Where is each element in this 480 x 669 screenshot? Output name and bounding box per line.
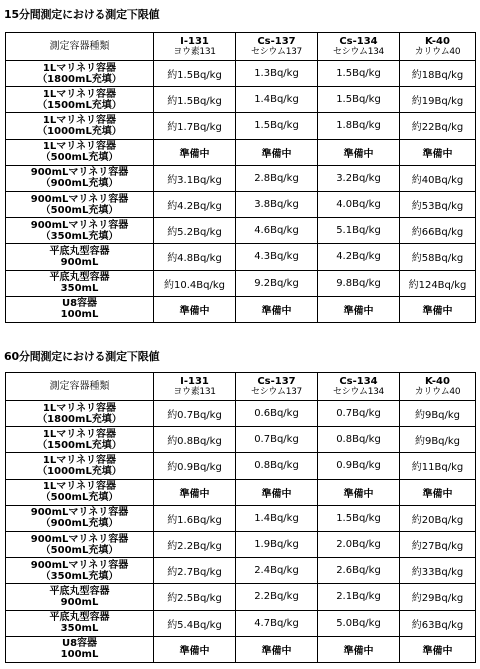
value-cell: 約22Bq/kg (400, 113, 476, 139)
container-type-cell (6, 218, 154, 244)
table-row (6, 479, 476, 505)
value-cell: 約18Bq/kg (400, 61, 476, 87)
value-cell: 準備中 (400, 479, 476, 505)
container-name: 平底丸型容器 (49, 585, 110, 597)
value-cell: 0.7Bq/kg (318, 401, 400, 427)
value-cell: 準備中 (154, 296, 236, 322)
container-name: U8容器 (61, 638, 98, 650)
header-container-type: 測定容器種類 (6, 373, 154, 401)
container-name: 900mLマリネリ容器 (30, 559, 129, 571)
value-cell: 約19Bq/kg (400, 87, 476, 113)
nuclide-jp: セシウム134 (333, 386, 384, 397)
header-cs137 (236, 33, 318, 61)
value-cell: 約33Bq/kg (400, 558, 476, 584)
container-fill: （1000mL充填） (37, 465, 122, 477)
container-fill: （1000mL充填） (37, 125, 122, 137)
container-name: 1Lマリネリ容器 (42, 141, 117, 153)
value-cell: 約10.4Bq/kg (154, 270, 236, 296)
value-cell: 5.0Bq/kg (318, 610, 400, 636)
container-fill: （350mL充填） (40, 230, 119, 242)
value-cell: 準備中 (318, 479, 400, 505)
value-cell: 約124Bq/kg (400, 270, 476, 296)
value-cell: 1.8Bq/kg (318, 113, 400, 139)
nuclide-jp: カリウム40 (414, 46, 461, 57)
nuclide-name: K-40 (425, 375, 450, 387)
value-cell: 約0.9Bq/kg (154, 453, 236, 479)
container-fill: （1500mL充填） (37, 99, 122, 111)
value-cell: 準備中 (400, 139, 476, 165)
value-cell: 約66Bq/kg (400, 218, 476, 244)
value-cell: 約11Bq/kg (400, 453, 476, 479)
value-cell: 2.4Bq/kg (236, 558, 318, 584)
container-fill: 900mL (60, 596, 99, 608)
container-type-cell (6, 558, 154, 584)
value-cell: 約2.7Bq/kg (154, 558, 236, 584)
container-name: 1Lマリネリ容器 (42, 62, 117, 74)
container-type-cell (6, 139, 154, 165)
nuclide-name: I-131 (180, 35, 209, 47)
container-type-cell (6, 270, 154, 296)
container-type-cell (6, 636, 154, 662)
header-i131 (154, 33, 236, 61)
table-row (6, 610, 476, 636)
value-cell: 4.0Bq/kg (318, 191, 400, 217)
value-cell: 約3.1Bq/kg (154, 165, 236, 191)
value-cell: 準備中 (236, 636, 318, 662)
value-cell: 約20Bq/kg (400, 505, 476, 531)
container-type-cell (6, 113, 154, 139)
value-cell: 約1.5Bq/kg (154, 87, 236, 113)
value-cell: 4.3Bq/kg (236, 244, 318, 270)
container-type-cell (6, 505, 154, 531)
header-cs134 (318, 373, 400, 401)
nuclide-name: I-131 (180, 375, 209, 387)
container-fill: （900mL充填） (40, 518, 119, 530)
value-cell: 約53Bq/kg (400, 191, 476, 217)
table-row (6, 636, 476, 662)
value-cell: 準備中 (318, 636, 400, 662)
container-name: 平底丸型容器 (49, 245, 110, 257)
value-cell: 約4.2Bq/kg (154, 191, 236, 217)
value-cell: 約1.7Bq/kg (154, 113, 236, 139)
table-row (6, 87, 476, 113)
value-cell: 0.6Bq/kg (236, 401, 318, 427)
nuclide-name: Cs-134 (339, 35, 378, 47)
container-name: 900mLマリネリ容器 (30, 507, 129, 519)
container-fill: （350mL充填） (40, 570, 119, 582)
table-header-row (6, 33, 476, 61)
value-cell: 準備中 (400, 636, 476, 662)
container-fill: （500mL充填） (40, 204, 119, 216)
value-cell: 約9Bq/kg (400, 401, 476, 427)
value-cell: 3.8Bq/kg (236, 191, 318, 217)
container-fill: 350mL (60, 623, 99, 635)
value-cell: 1.5Bq/kg (318, 505, 400, 531)
value-cell: 2.6Bq/kg (318, 558, 400, 584)
container-fill: 100mL (60, 309, 99, 321)
value-cell: 2.0Bq/kg (318, 531, 400, 557)
table-row (6, 505, 476, 531)
value-cell: 約0.7Bq/kg (154, 401, 236, 427)
table-row (6, 139, 476, 165)
container-name: 1Lマリネリ容器 (42, 428, 117, 440)
container-type-cell (6, 479, 154, 505)
value-cell: 約4.8Bq/kg (154, 244, 236, 270)
table-row (6, 427, 476, 453)
value-cell: 準備中 (154, 479, 236, 505)
value-cell: 準備中 (318, 139, 400, 165)
value-cell: 1.9Bq/kg (236, 531, 318, 557)
header-k40 (400, 33, 476, 61)
value-cell: 1.5Bq/kg (236, 113, 318, 139)
container-type-cell (6, 584, 154, 610)
table-row (6, 558, 476, 584)
value-cell: 1.4Bq/kg (236, 505, 318, 531)
table-row (6, 191, 476, 217)
container-type-cell (6, 191, 154, 217)
table-row (6, 531, 476, 557)
section-15min (0, 0, 480, 330)
nuclide-name: Cs-134 (339, 375, 378, 387)
value-cell: 0.7Bq/kg (236, 427, 318, 453)
nuclide-jp: ヨウ素131 (173, 386, 216, 397)
value-cell: 0.8Bq/kg (318, 427, 400, 453)
section-title: 60分間測定における測定下限値 (4, 350, 160, 363)
table-row (6, 584, 476, 610)
table-row (6, 113, 476, 139)
nuclide-name: K-40 (425, 35, 450, 47)
container-name: U8容器 (61, 298, 98, 310)
table-row (6, 296, 476, 322)
header-container-type: 測定容器種類 (6, 33, 154, 61)
value-cell: 2.8Bq/kg (236, 165, 318, 191)
value-cell: 準備中 (236, 479, 318, 505)
container-type-cell (6, 401, 154, 427)
value-cell: 約9Bq/kg (400, 427, 476, 453)
value-cell: 9.8Bq/kg (318, 270, 400, 296)
container-type-cell (6, 610, 154, 636)
limits-table-60min (5, 372, 476, 663)
value-cell: 2.2Bq/kg (236, 584, 318, 610)
container-type-cell (6, 244, 154, 270)
container-name: 1Lマリネリ容器 (42, 402, 117, 414)
container-fill: （1800mL充填） (37, 413, 122, 425)
container-type-cell (6, 453, 154, 479)
nuclide-name: Cs-137 (257, 375, 296, 387)
table-row (6, 453, 476, 479)
table-row (6, 61, 476, 87)
container-type-cell (6, 296, 154, 322)
value-cell: 約1.6Bq/kg (154, 505, 236, 531)
nuclide-name: Cs-137 (257, 35, 296, 47)
header-k40 (400, 373, 476, 401)
table-row (6, 165, 476, 191)
container-type-cell (6, 61, 154, 87)
value-cell: 約29Bq/kg (400, 584, 476, 610)
value-cell: 準備中 (154, 636, 236, 662)
container-fill: （500mL充填） (40, 492, 119, 504)
value-cell: 4.7Bq/kg (236, 610, 318, 636)
value-cell: 約1.5Bq/kg (154, 61, 236, 87)
value-cell: 3.2Bq/kg (318, 165, 400, 191)
value-cell: 準備中 (236, 139, 318, 165)
value-cell: 5.1Bq/kg (318, 218, 400, 244)
value-cell: 準備中 (236, 296, 318, 322)
table-row (6, 244, 476, 270)
container-fill: （900mL充填） (40, 178, 119, 190)
container-name: 900mLマリネリ容器 (30, 219, 129, 231)
value-cell: 約27Bq/kg (400, 531, 476, 557)
value-cell: 準備中 (154, 139, 236, 165)
value-cell: 約63Bq/kg (400, 610, 476, 636)
container-type-cell (6, 427, 154, 453)
value-cell: 1.3Bq/kg (236, 61, 318, 87)
container-fill: 100mL (60, 649, 99, 661)
container-name: 1Lマリネリ容器 (42, 481, 117, 493)
nuclide-jp: セシウム134 (333, 46, 384, 57)
container-name: 1Lマリネリ容器 (42, 114, 117, 126)
table-row (6, 401, 476, 427)
container-name: 1Lマリネリ容器 (42, 454, 117, 466)
section-title: 15分間測定における測定下限値 (4, 8, 160, 21)
container-fill: （1800mL充填） (37, 73, 122, 85)
section-60min (0, 340, 480, 669)
container-name: 平底丸型容器 (49, 272, 110, 284)
value-cell: 1.4Bq/kg (236, 87, 318, 113)
container-fill: （1500mL充填） (37, 439, 122, 451)
value-cell: 準備中 (400, 296, 476, 322)
table-row (6, 218, 476, 244)
header-cs134 (318, 33, 400, 61)
container-name: 平底丸型容器 (49, 612, 110, 624)
nuclide-jp: ヨウ素131 (173, 46, 216, 57)
value-cell: 約2.2Bq/kg (154, 531, 236, 557)
header-i131 (154, 373, 236, 401)
value-cell: 約5.2Bq/kg (154, 218, 236, 244)
value-cell: 4.6Bq/kg (236, 218, 318, 244)
value-cell: 約0.8Bq/kg (154, 427, 236, 453)
container-name: 900mLマリネリ容器 (30, 193, 129, 205)
table-row (6, 270, 476, 296)
container-type-cell (6, 87, 154, 113)
value-cell: 1.5Bq/kg (318, 87, 400, 113)
table-header-row (6, 373, 476, 401)
container-type-cell (6, 531, 154, 557)
container-type-cell (6, 165, 154, 191)
value-cell: 2.1Bq/kg (318, 584, 400, 610)
value-cell: 約2.5Bq/kg (154, 584, 236, 610)
nuclide-jp: セシウム137 (251, 46, 302, 57)
container-name: 900mLマリネリ容器 (30, 533, 129, 545)
nuclide-jp: セシウム137 (251, 386, 302, 397)
container-fill: （500mL充填） (40, 544, 119, 556)
container-name: 900mLマリネリ容器 (30, 167, 129, 179)
container-fill: 350mL (60, 283, 99, 295)
value-cell: 0.8Bq/kg (236, 453, 318, 479)
value-cell: 準備中 (318, 296, 400, 322)
value-cell: 約5.4Bq/kg (154, 610, 236, 636)
container-fill: 900mL (60, 256, 99, 268)
container-name: 1Lマリネリ容器 (42, 88, 117, 100)
limits-table-15min (5, 32, 476, 323)
value-cell: 4.2Bq/kg (318, 244, 400, 270)
value-cell: 約58Bq/kg (400, 244, 476, 270)
value-cell: 1.5Bq/kg (318, 61, 400, 87)
value-cell: 0.9Bq/kg (318, 453, 400, 479)
value-cell: 約40Bq/kg (400, 165, 476, 191)
value-cell: 9.2Bq/kg (236, 270, 318, 296)
container-fill: （500mL充填） (40, 152, 119, 164)
header-cs137 (236, 373, 318, 401)
nuclide-jp: カリウム40 (414, 386, 461, 397)
